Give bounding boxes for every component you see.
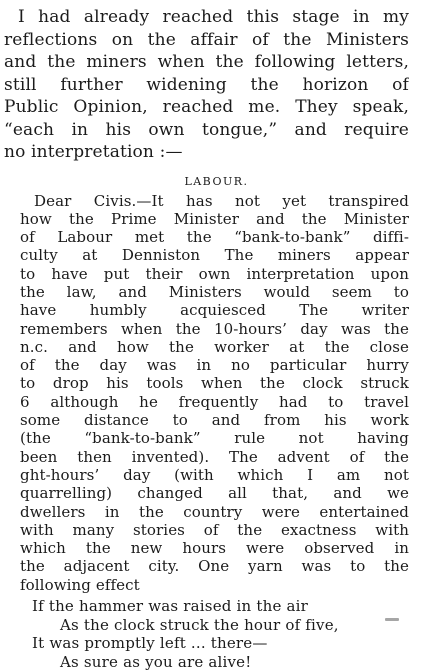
- intro-line: and the miners when the following letters,: [4, 52, 409, 72]
- letter-line: quarrelling) changed all that, and we: [20, 484, 409, 503]
- intro-line: Public Opinion, reached me. They speak,: [4, 97, 409, 117]
- intro-line: I had already reached this stage in my: [18, 7, 409, 27]
- letter-line: 6 although he frequently had to travel: [20, 392, 409, 411]
- letter-line: remembers when the 10-hours’ day was the: [20, 319, 409, 338]
- letter-line: to have put their own interpretation upon: [20, 264, 409, 283]
- verse-block: [4, 597, 409, 671]
- letter-line: of the day was in no particular hurry: [20, 356, 409, 375]
- letter-heading: LABOUR.: [184, 174, 249, 188]
- letter-line: dwellers in the country were entertained: [20, 502, 409, 521]
- letter-line: (the “bank-to-bank” rule not having: [20, 429, 409, 448]
- print-smudge: [385, 618, 399, 621]
- intro-paragraph: [4, 6, 409, 164]
- verse-line: As the clock struck the hour of five,: [60, 615, 339, 634]
- intro-line: still further widening the horizon of: [4, 74, 409, 95]
- letter-line: culty at Denniston The miners appear: [20, 246, 409, 265]
- letter-line: have humbly acquiesced The writer: [20, 301, 409, 320]
- letter-line: Dear Civis.—It has not yet transpired: [34, 191, 409, 210]
- letter-line: some distance to and from his work: [20, 411, 409, 430]
- letter-body: [4, 192, 409, 595]
- letter-line: been then invented). The advent of the: [20, 447, 409, 466]
- letter-line: following effect: [20, 575, 140, 594]
- verse-line: As sure as you are alive!: [60, 652, 252, 671]
- intro-line: no interpretation :—: [4, 142, 183, 162]
- letter-line: the law, and Ministers would seem to: [20, 282, 409, 301]
- letter-line: which the new hours were observed in: [20, 539, 409, 558]
- letter-line: ght-hours’ day (with which I am not: [20, 465, 409, 484]
- letter-line: how the Prime Minister and the Minister: [20, 209, 409, 228]
- letter-line: to drop his tools when the clock struck: [20, 374, 409, 393]
- verse-line: It was promptly left ... there—: [32, 634, 268, 653]
- verse-line: If the hammer was raised in the air: [32, 597, 309, 616]
- intro-line: “each in his own tongue,” and require: [4, 119, 409, 140]
- letter-line: n.c. and how the worker at the close: [20, 337, 409, 356]
- letter-line: with many stories of the exactness with: [20, 520, 409, 539]
- intro-line: reflections on the affair of the Ministers: [4, 29, 409, 50]
- letter-line: of Labour met the “bank-to-bank” diffi-: [20, 228, 409, 247]
- letter-line: the adjacent city. One yarn was to the: [20, 557, 409, 576]
